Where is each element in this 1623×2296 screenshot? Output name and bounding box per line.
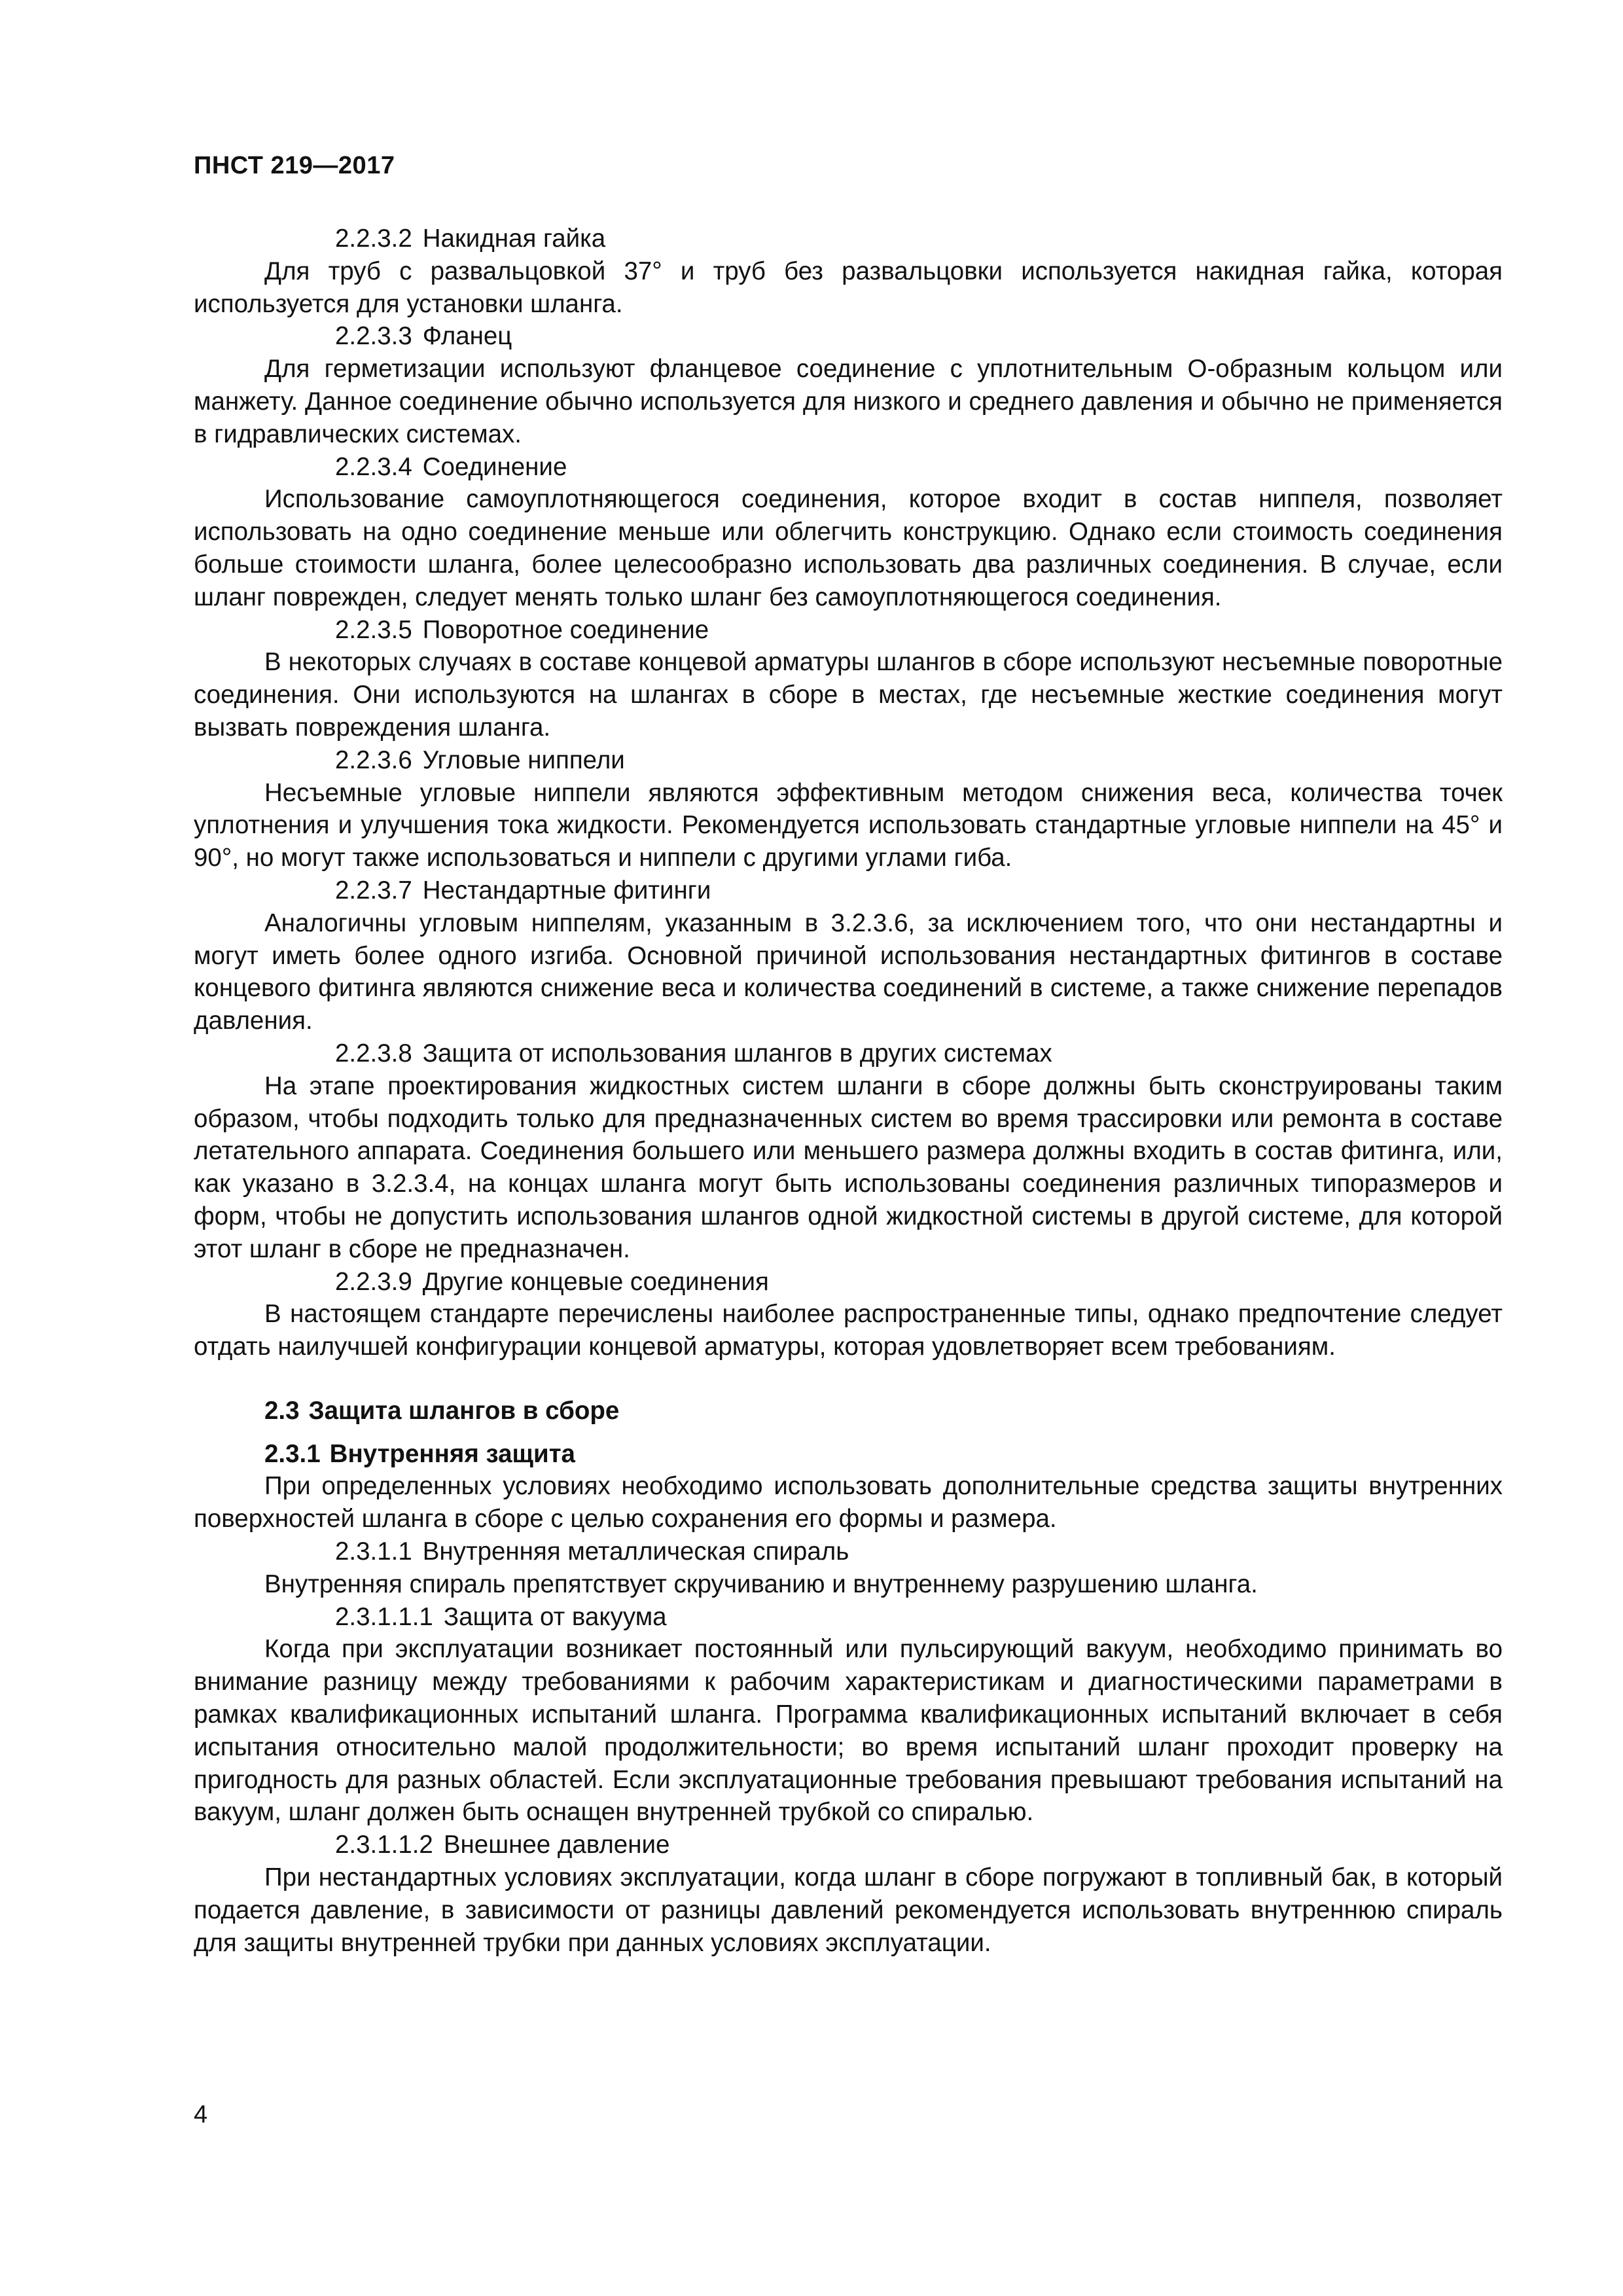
section-title: Накидная гайка xyxy=(422,224,606,253)
section-title: Поворотное соединение xyxy=(422,615,709,644)
section-heading xyxy=(194,744,1503,777)
section-heading xyxy=(194,451,1503,484)
paragraph: Использование самоуплотняющегося соединения, которое входит в состав ниппеля, позволяет использовать на одно соединение меньше или облегчить конструкцию. Однако если стоимость соединения больше стоимости шланга, более целесообразно использовать два различных соединения. В случае, если шланг поврежден, следует менять только шланг без самоуплотняющегося соединения. xyxy=(194,485,1503,611)
section-heading xyxy=(194,223,1503,255)
section-heading xyxy=(194,1266,1503,1299)
paragraph: Когда при эксплуатации возникает постоянный или пульсирующий вакуум, необходимо принимать во внимание разницу между требованиями к рабочим характеристикам и диагностическими параметрами в рамках квалификационных испытаний шланга. Программа квалификационных испытаний включает в себя испытания относительно малой продолжительности; во время испытаний шланг проходит проверку на пригодность для разных областей. Если эксплуатационные требования превышают требования испытаний на вакуум, шланг должен быть оснащен внутренней трубкой со спиралью. xyxy=(194,1635,1503,1827)
section-title: Внешнее давление xyxy=(443,1831,670,1859)
section-number: 2.2.3.8 xyxy=(335,1039,412,1067)
section-title: Защита от использования шлангов в других системах xyxy=(422,1039,1052,1067)
section-number: 2.2.3.5 xyxy=(335,615,412,644)
section-number: 2.2.3.6 xyxy=(335,745,412,774)
paragraph: Аналогичны угловым ниппелям, указанным в 3.2.3.6, за исключением того, что они нестандартны и могут иметь более одного изгиба. Основной причиной использования нестандартных фитингов в составе концевого фитинга являются снижение веса и количества соединений в системе, а также снижение перепадов давления. xyxy=(194,908,1503,1035)
section-number: 2.2.3.4 xyxy=(335,452,412,481)
document-header-id: ПНСТ 219—2017 xyxy=(194,152,395,179)
subsection-number: 2.3 xyxy=(264,1396,300,1425)
section-number: 2.3.1.1.2 xyxy=(335,1831,433,1859)
section-number: 2.2.3.7 xyxy=(335,876,412,905)
section-heading xyxy=(194,1037,1503,1070)
section-title: Угловые ниппели xyxy=(422,745,625,774)
subsection-heading xyxy=(194,1395,1503,1427)
clause-heading xyxy=(194,1438,1503,1471)
paragraph: На этапе проектирования жидкостных систем шланги в сборе должны быть сконструированы таким образом, чтобы подходить только для предназначенных систем во время трассировки или ремонта в составе летательного аппарата. Соединения большего или меньшего размера должны входить в состав фитинга, или, как указано в 3.2.3.4, на концах шланга могут быть использованы соединения различных типоразмеров и форм, чтобы не допустить использования шлангов одной жидкостной системы в другой системе, для которой этот шланг в сборе не предназначен. xyxy=(194,1071,1503,1263)
paragraph: В настоящем стандарте перечислены наиболее распространенные типы, однако предпочтение следует отдать наилучшей конфигурации концевой арматуры, которая удовлетворяет всем требованиям. xyxy=(194,1300,1503,1361)
paragraph: Внутренняя спираль препятствует скручиванию и внутреннему разрушению шланга. xyxy=(264,1570,1258,1598)
clause-number: 2.3.1 xyxy=(264,1439,321,1468)
paragraph: Для труб с развальцовкой 37° и труб без развальцовки используется накидная гайка, которая используется для установки шланга. xyxy=(194,257,1503,318)
section-heading xyxy=(194,874,1503,907)
subsection-title: Защита шлангов в сборе xyxy=(308,1396,620,1425)
section-number: 2.2.3.9 xyxy=(335,1267,412,1296)
section-title: Нестандартные фитинги xyxy=(422,876,711,905)
section-heading xyxy=(194,614,1503,647)
paragraph: В некоторых случаях в составе концевой арматуры шлангов в сборе используют несъемные поворотные соединения. Они используются на шлангах в сборе в местах, где несъемные жесткие соединения могут вызвать повреждения шланга. xyxy=(194,648,1503,742)
section-title: Другие концевые соединения xyxy=(422,1267,769,1296)
document-body xyxy=(194,223,1503,1959)
clause-title: Внутренняя защита xyxy=(329,1439,575,1468)
section-number: 2.3.1.1 xyxy=(335,1537,412,1566)
page-number: 4 xyxy=(194,2101,208,2128)
section-number: 2.3.1.1.1 xyxy=(335,1602,433,1631)
section-heading xyxy=(194,1601,1503,1634)
section-heading xyxy=(194,1535,1503,1568)
section-title: Внутренняя металлическая спираль xyxy=(422,1537,849,1566)
section-heading xyxy=(194,320,1503,353)
section-heading xyxy=(194,1829,1503,1861)
section-number: 2.2.3.3 xyxy=(335,322,412,351)
paragraph: Для герметизации используют фланцевое соединение с уплотнительным О-образным кольцом или манжету. Данное соединение обычно используется для низкого и среднего давления и обычно не применяется в гидравлических системах. xyxy=(194,355,1503,448)
paragraph: При нестандартных условиях эксплуатации, когда шланг в сборе погружают в топливный бак, в который подается давление, в зависимости от разницы давлений рекомендуется использовать внутреннюю спираль для защиты внутренней трубки при данных условиях эксплуатации. xyxy=(194,1863,1503,1957)
section-title: Защита от вакуума xyxy=(443,1602,667,1631)
section-title: Фланец xyxy=(422,322,512,351)
paragraph: Несъемные угловые ниппели являются эффективным методом снижения веса, количества точек уплотнения и улучшения тока жидкости. Рекомендуется использовать стандартные угловые ниппели на 45° и 90°, но могут также использоваться и ниппели с другими углами гиба. xyxy=(194,778,1503,872)
section-title: Соединение xyxy=(422,452,567,481)
section-number: 2.2.3.2 xyxy=(335,224,412,253)
paragraph: При определенных условиях необходимо использовать дополнительные средства защиты внутренних поверхностей шланга в сборе с целью сохранения его формы и размера. xyxy=(194,1472,1503,1534)
